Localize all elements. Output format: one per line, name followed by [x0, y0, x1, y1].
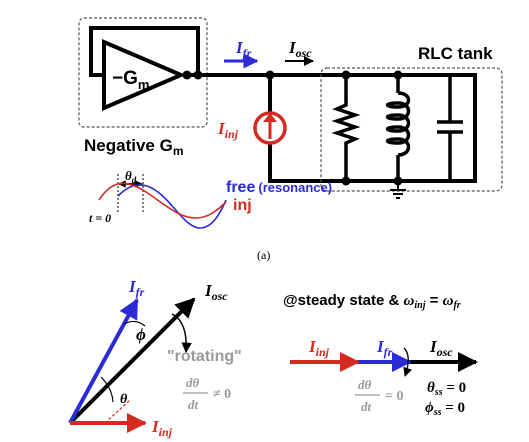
svg-text:dθ: dθ — [186, 375, 200, 390]
ground-symbol — [390, 181, 406, 198]
right-i-fr-label: $I_{fr}$ — [377, 337, 393, 359]
left-i-inj-label: $I_{inj}$ — [152, 417, 172, 439]
svg-text:dt: dt — [188, 397, 199, 412]
capacitor — [437, 75, 463, 181]
waveform-plot — [89, 168, 226, 228]
i-inj-label: $I_{inj}$ — [218, 119, 238, 141]
feedback-wire — [91, 28, 198, 75]
left-i-osc-label: $I_{osc}$ — [205, 281, 228, 303]
caption-a: (a) — [257, 248, 271, 262]
free-waveform — [118, 185, 226, 228]
theta-ss-label: $\theta_{ss} = 0$ — [427, 380, 467, 398]
right-derivative-expression — [355, 377, 403, 414]
svg-text:dθ: dθ — [358, 377, 372, 392]
right-i-osc-label: $I_{osc}$ — [430, 337, 453, 359]
amplifier-label: $-G_m$ — [112, 68, 150, 92]
node-top-mid — [266, 71, 275, 80]
t-zero-label: t = 0 — [89, 211, 112, 225]
right-i-inj-label: $I_{inj}$ — [309, 337, 329, 359]
rotating-label: "rotating" — [167, 348, 242, 365]
i-osc-label: $I_{osc}$ — [289, 38, 312, 60]
negative-gm-block — [79, 18, 207, 158]
left-i-fr-label: $I_{fr}$ — [129, 277, 145, 299]
i-fr-label: $I_{fr}$ — [236, 38, 252, 60]
inj-waveform — [99, 183, 226, 218]
svg-text:= 0: = 0 — [385, 389, 404, 404]
injection-current-source — [255, 113, 285, 143]
phi-ss-label: $\phi_{ss} = 0$ — [425, 400, 466, 418]
phi-label: ϕ — [136, 325, 146, 344]
inj-label: inj — [233, 197, 252, 214]
inductor — [388, 75, 409, 181]
theta-d-label: $\theta_d$ — [125, 168, 137, 185]
negative-gm-label: Negative $G_m$ — [84, 136, 184, 158]
svg-text:dt: dt — [361, 399, 372, 414]
free-label: free (resonance) — [226, 179, 333, 196]
left-derivative-expression — [183, 375, 231, 412]
left-theta-label: θ — [120, 392, 128, 407]
steady-state-label: @steady state & $\omega_{inj} = \omega_{fr}$ — [283, 292, 461, 311]
resistor — [337, 75, 355, 181]
svg-text:≠ 0: ≠ 0 — [213, 387, 232, 402]
rlc-tank-label: RLC tank — [418, 44, 493, 63]
